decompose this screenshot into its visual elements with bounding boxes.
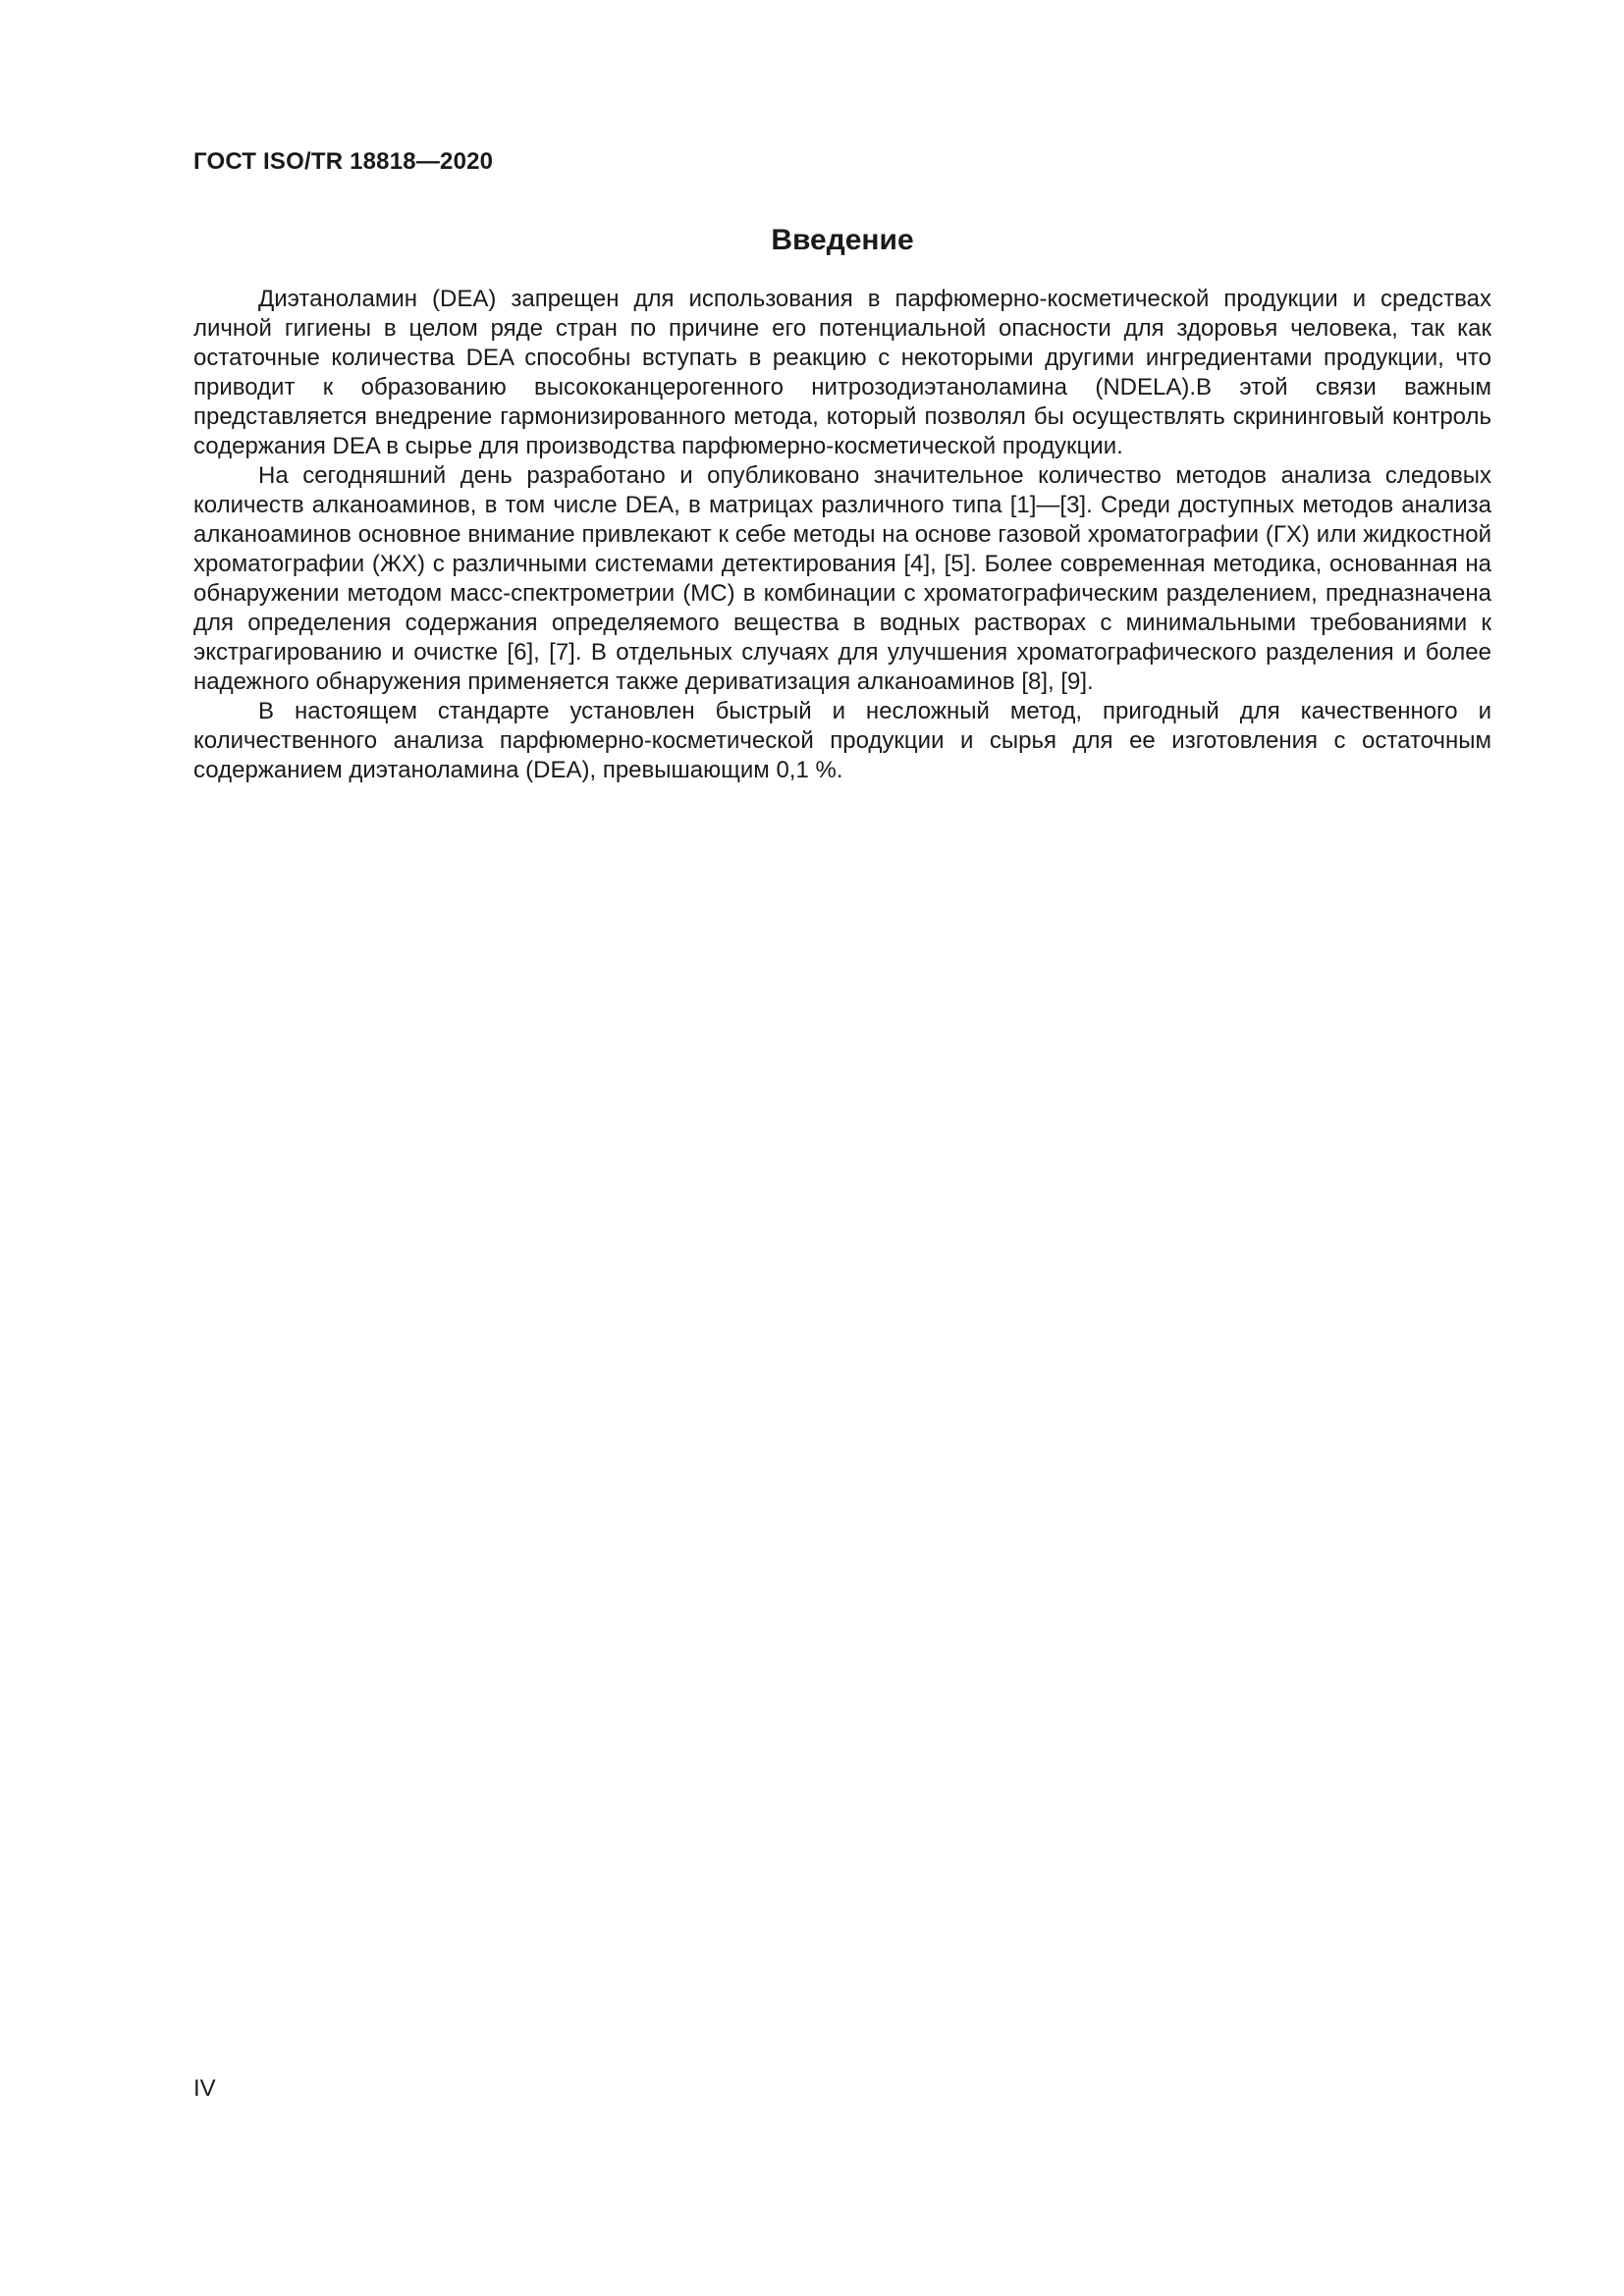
page-number: IV xyxy=(193,2075,216,2102)
paragraph-2: На сегодняшний день разработано и опубликовано значительное количество методов анализа следовых количеств алканоаминов, в том числе DEA, в матрицах различного типа [1]—[3]. Среди доступных методов анализа алканоаминов основное внимание привлекают к себе методы на основе газовой хроматографии (ГХ) или жидкостной хроматографии (ЖХ) с различными системами детектирования [4], [5]. Более современная методика, основанная на обнаружении методом масс-спектрометрии (МС) в комбинации с хроматографическим разделением, предназначена для определения содержания определяемого вещества в водных растворах с минимальными требованиями к экстрагированию и очистке [6], [7]. В отдельных случаях для улучшения хроматографического разделения и более надежного обнаружения применяется также дериватизация алканоаминов [8], [9]. xyxy=(193,462,1491,695)
paragraph-1: Диэтаноламин (DEA) запрещен для использования в парфюмерно-косметической продукции и средствах личной гигиены в целом ряде стран по причине его потенциальной опасности для здоровья человека, так как остаточные количества DEA способны вступать в реакцию с некоторыми другими ингредиентами продукции, что приводит к образованию высококанцерогенного нитрозодиэтаноламина (NDELA).В этой связи важным представляется внедрение гармонизированного метода, который позволял бы осуществлять скрининговый контроль содержания DEA в сырье для производства парфюмерно-косметической продукции. xyxy=(193,286,1491,459)
body-text xyxy=(193,285,1491,785)
paragraph-3: В настоящем стандарте установлен быстрый и несложный метод, пригодный для качественного и количественного анализа парфюмерно-косметической продукции и сырья для ее изготовления с остаточным содержанием диэтаноламина (DEA), превышающим 0,1 %. xyxy=(193,698,1491,783)
section-title: Введение xyxy=(771,224,914,256)
document-code-header: ГОСТ ISO/TR 18818—2020 xyxy=(193,148,494,175)
